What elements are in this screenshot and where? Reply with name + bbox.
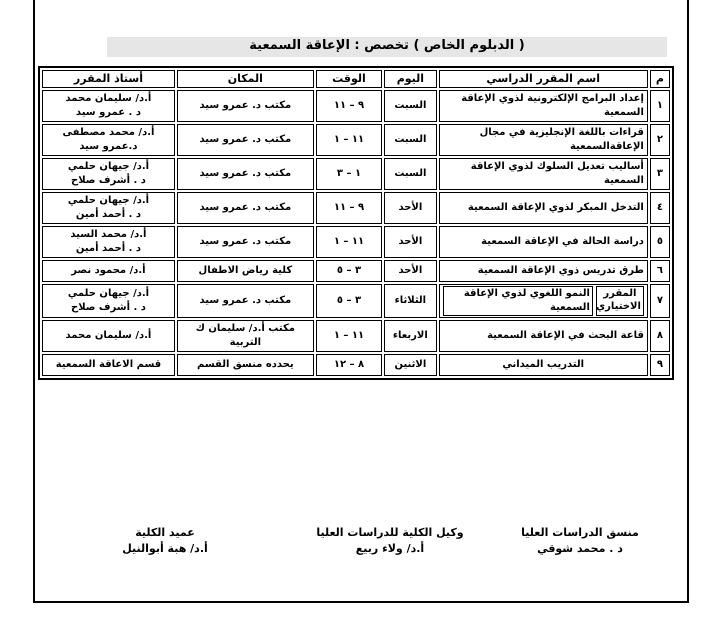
header-place: المكان	[177, 70, 314, 88]
row-course: دراسة الحالة في الإعاقة السمعية	[439, 226, 648, 258]
header-time: الوقت	[316, 70, 382, 88]
row-place: كلية رياض الاطفال	[177, 260, 314, 282]
row-course: إعداد البرامج الإلكترونية لذوي الإعاقة السمعية	[439, 90, 648, 122]
coordinator-title: منسق الدراسات العليا	[521, 526, 639, 539]
row-course: قراءات باللغة الإنجليزية في مجال الإعاقةالسمعية	[439, 124, 648, 156]
signature-dean	[100, 525, 230, 557]
row-course: قاعة البحث في الإعاقة السمعية	[439, 320, 648, 352]
vice-name: أ.د/ ولاء ربيع	[355, 542, 425, 555]
row-place: مكتب د. عمرو سيد	[177, 158, 314, 190]
row-num: ٦	[650, 260, 670, 282]
coordinator-name: د . محمد شوقي	[537, 542, 623, 555]
prof-secondary: د . أحمد أمين	[75, 243, 142, 254]
table-row	[42, 226, 670, 258]
row-num: ٧	[650, 284, 670, 318]
table-row	[42, 284, 670, 318]
row-place: مكتب د. عمرو سيد	[177, 192, 314, 224]
signature-vice-dean	[295, 525, 485, 557]
prof-secondary: د.عمرو سيد	[79, 141, 138, 152]
row-place: مكتب د. عمرو سيد	[177, 284, 314, 318]
row-time: ٩ – ١١	[316, 192, 382, 224]
row-day: السبت	[384, 124, 436, 156]
row-place: مكتب أ.د/ سليمان ك التربية	[177, 320, 314, 352]
prof-secondary: د . أحمد أمين	[75, 209, 142, 220]
row-time: ٣ – ٥	[316, 284, 382, 318]
row-prof	[42, 158, 175, 190]
row-prof	[42, 90, 175, 122]
row-time: ٣ – ٥	[316, 260, 382, 282]
prof-primary: أ.د/ جيهان حلمي	[67, 195, 150, 206]
prof-primary: أ.د/ جيهان حلمي	[67, 161, 150, 172]
table-row	[42, 90, 670, 122]
elective-label: المقرر الاختياري	[596, 286, 644, 316]
prof-primary: أ.د/ سليمان محمد	[65, 93, 152, 104]
row-num: ٤	[650, 192, 670, 224]
header-prof: أستاذ المقرر	[42, 70, 175, 88]
prof-secondary: د . أشرف صلاح	[70, 175, 146, 186]
row-place: يحدده منسق القسم	[177, 354, 314, 376]
row-course: أساليب تعديل السلوك لذوي الإعاقة السمعية	[439, 158, 648, 190]
row-time: ٩ – ١١	[316, 90, 382, 122]
table-row	[42, 260, 670, 282]
row-prof	[42, 320, 175, 352]
header-day: اليوم	[384, 70, 436, 88]
prof-secondary: د . أشرف صلاح	[70, 302, 146, 313]
row-num: ٣	[650, 158, 670, 190]
row-day: الاربعاء	[384, 320, 436, 352]
vice-title: وكيل الكلية للدراسات العليا	[316, 526, 464, 539]
row-time: ٨ – ١٢	[316, 354, 382, 376]
prof-primary: أ.د/ محمد مصطفى	[62, 127, 155, 138]
table-row	[42, 320, 670, 352]
signature-coordinator	[505, 525, 655, 557]
row-day: الأحد	[384, 192, 436, 224]
prof-primary: أ.د/ جيهان حلمي	[67, 288, 150, 299]
row-day: الثلاثاء	[384, 284, 436, 318]
table-row	[42, 354, 670, 376]
row-prof	[42, 124, 175, 156]
row-prof	[42, 260, 175, 282]
header-course: اسم المقرر الدراسي	[439, 70, 648, 88]
table-row	[42, 158, 670, 190]
row-time: ١١ – ١	[316, 124, 382, 156]
page-title: ( الدبلوم الخاص ) تخصص : الإعاقة السمعية	[249, 38, 525, 53]
row-place: مكتب د. عمرو سيد	[177, 90, 314, 122]
row-num: ٩	[650, 354, 670, 376]
row-day: الاثنين	[384, 354, 436, 376]
elective-course: النمو اللغوي لذوي الإعاقة السمعية	[443, 286, 593, 316]
row-course: طرق تدريس ذوي الإعاقة السمعية	[439, 260, 648, 282]
row-num: ٢	[650, 124, 670, 156]
row-time: ١١ – ١	[316, 226, 382, 258]
row-time: ١١ – ١	[316, 320, 382, 352]
row-day: السبت	[384, 90, 436, 122]
row-time: ١ – ٣	[316, 158, 382, 190]
prof-primary: أ.د/ محمود نصر	[71, 265, 146, 276]
table-row	[42, 192, 670, 224]
row-place: مكتب د. عمرو سيد	[177, 226, 314, 258]
prof-primary: قسم الاعاقة السمعية	[55, 359, 162, 370]
row-num: ٨	[650, 320, 670, 352]
row-course: التدخل المبكر لذوي الإعاقة السمعية	[439, 192, 648, 224]
row-day: السبت	[384, 158, 436, 190]
dean-name: أ.د/ هبة أبوالنيل	[122, 542, 208, 555]
row-course-elective	[439, 284, 648, 318]
row-num: ٥	[650, 226, 670, 258]
row-course: التدريب الميداني	[439, 354, 648, 376]
row-day: الأحد	[384, 260, 436, 282]
table-row	[42, 124, 670, 156]
schedule-table	[38, 66, 674, 380]
row-place: مكتب د. عمرو سيد	[177, 124, 314, 156]
row-day: الأحد	[384, 226, 436, 258]
dean-title: عميد الكلية	[135, 526, 195, 539]
row-prof	[42, 354, 175, 376]
header-num: م	[650, 70, 670, 88]
row-prof	[42, 226, 175, 258]
prof-primary: أ.د/ محمد السيد	[70, 229, 147, 240]
prof-primary: أ.د/ سليمان محمد	[65, 330, 152, 341]
row-num: ١	[650, 90, 670, 122]
row-prof	[42, 192, 175, 224]
table-header-row	[42, 70, 670, 88]
row-prof	[42, 284, 175, 318]
prof-secondary: د . عمرو سيد	[75, 107, 141, 118]
